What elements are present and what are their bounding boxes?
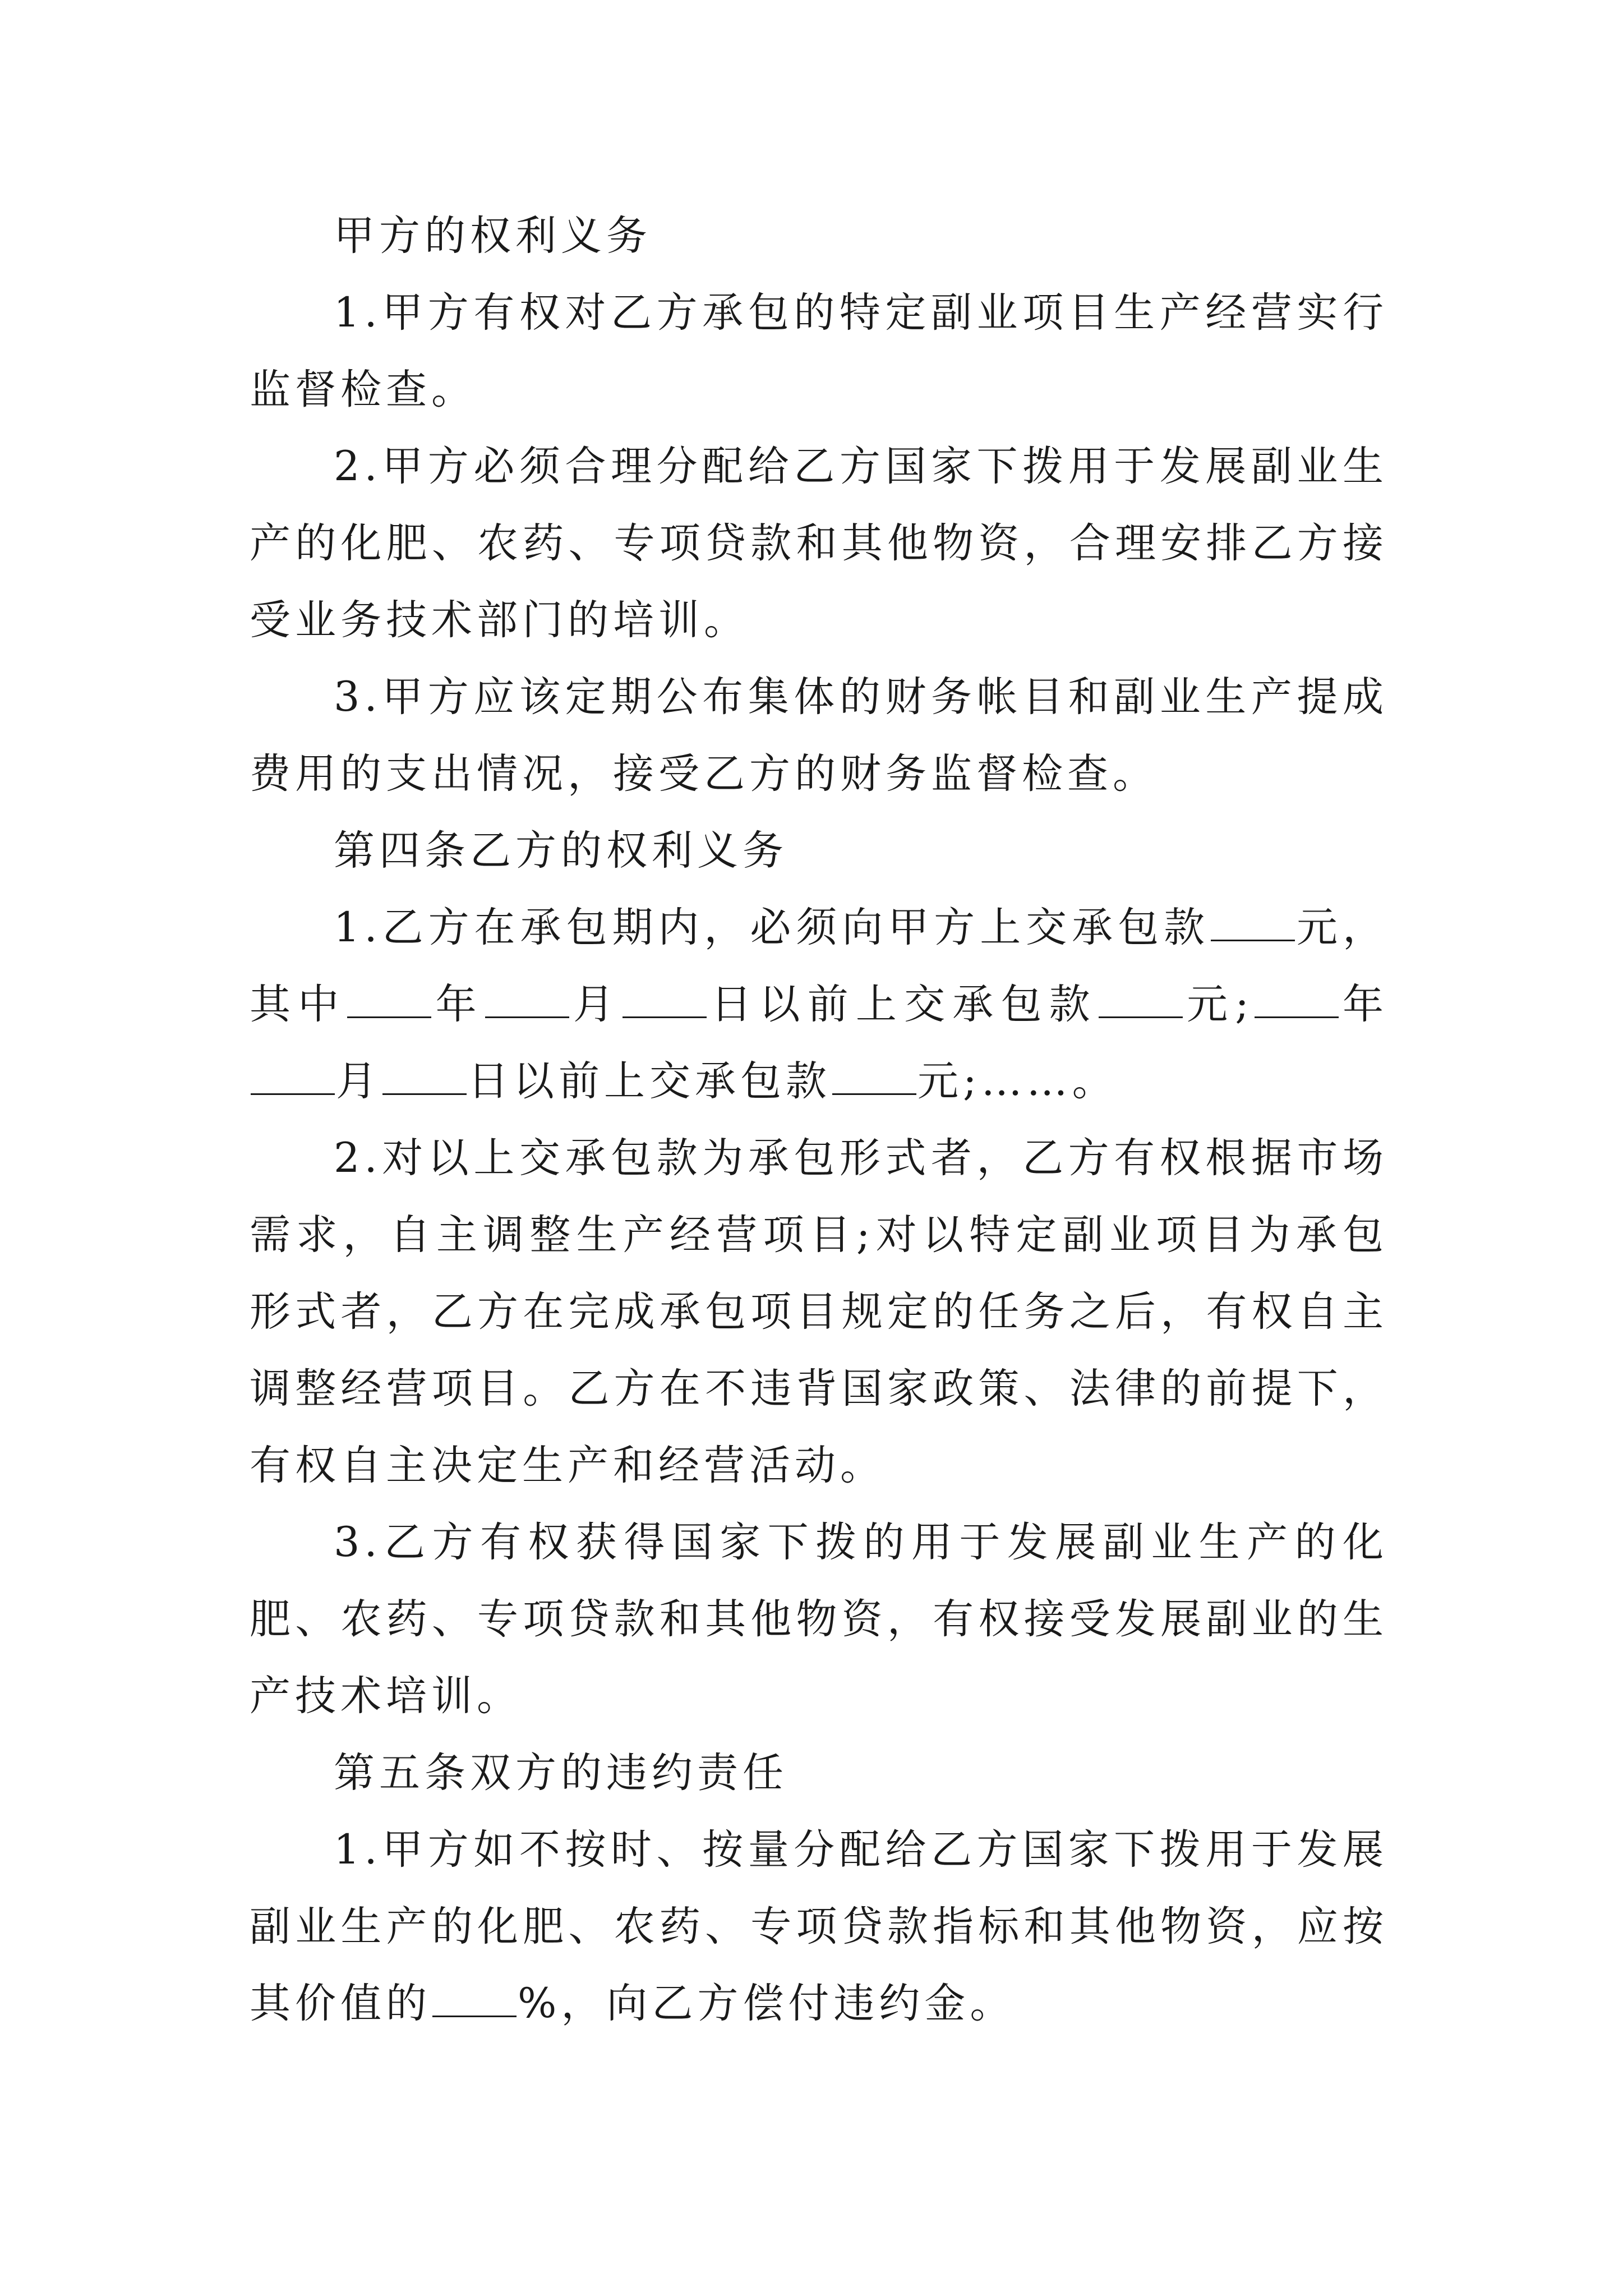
fill-in-blank[interactable] (1211, 903, 1295, 941)
paragraph-breach-item-1 (250, 1811, 1388, 2042)
paragraph-party-b-item-1 (250, 889, 1388, 1120)
paragraph-party-a-item-1: 1.甲方有权对乙方承包的特定副业项目生产经营实行监督检查。 (250, 289, 1388, 413)
fill-in-blank[interactable] (382, 1056, 467, 1095)
text-segment: 元; (1183, 981, 1253, 1028)
fill-in-blank[interactable] (1099, 979, 1183, 1018)
text-segment: 月 (336, 1057, 381, 1105)
fill-in-blank[interactable] (623, 979, 707, 1018)
paragraph-party-b-item-3: 3.乙方有权获得国家下拨的用于发展副业生产的化肥、农药、专项贷款和其他物资，有权接受发展副业的生产技术培训。 (250, 1519, 1388, 1720)
text-segment: 1.乙方在承包期内，必须向甲方上交承包款 (334, 904, 1210, 951)
text-segment: 元，其中 (250, 904, 1388, 1028)
paragraph-party-b-item-2: 2.对以上交承包款为承包形式者，乙方有权根据市场需求，自主调整生产经营项目;对以特定副业项目为承包形式者，乙方在完成承包项目规定的任务之后，有权自主调整经营项目。乙方在不违背国家政策、法律的前提下，有权自主决定生产和经营活动。 (250, 1134, 1388, 1489)
fill-in-blank[interactable] (1255, 979, 1339, 1018)
paragraph-party-a-item-2: 2.甲方必须合理分配给乙方国家下拨用于发展副业生产的化肥、农药、专项贷款和其他物资，合理安排乙方接受业务技术部门的培训。 (250, 443, 1388, 644)
text-segment: 日以前上交承包款 (468, 1057, 831, 1105)
text-segment: 元;……。 (917, 1057, 1118, 1105)
text-segment: 年 (432, 981, 484, 1028)
fill-in-blank[interactable] (251, 1056, 335, 1095)
text-segment: 日以前上交承包款 (708, 981, 1098, 1028)
fill-in-blank[interactable] (347, 979, 431, 1018)
fill-in-blank[interactable] (485, 979, 569, 1018)
fill-in-blank[interactable] (432, 1978, 517, 2017)
paragraph-party-a-item-3: 3.甲方应该定期公布集体的财务帐目和副业生产提成费用的支出情况，接受乙方的财务监督检查。 (250, 673, 1388, 798)
paragraph-heading-article-5: 第五条双方的违约责任 (334, 1749, 788, 1797)
text-segment: 年 (1339, 981, 1389, 1028)
text-segment: 1.甲方如不按时、按量分配给乙方国家下拨用于发展副业生产的化肥、农药、专项贷款指标和其他物资，应按其价值的 (250, 1826, 1388, 2027)
document-body (250, 197, 1388, 2042)
fill-in-blank[interactable] (832, 1056, 916, 1095)
text-segment: 月 (570, 981, 622, 1028)
paragraph-heading-article-4: 第四条乙方的权利义务 (334, 827, 788, 875)
paragraph-heading-party-a-rights: 甲方的权利义务 (334, 212, 652, 260)
text-segment: %，向乙方偿付违约金。 (518, 1980, 1016, 2027)
